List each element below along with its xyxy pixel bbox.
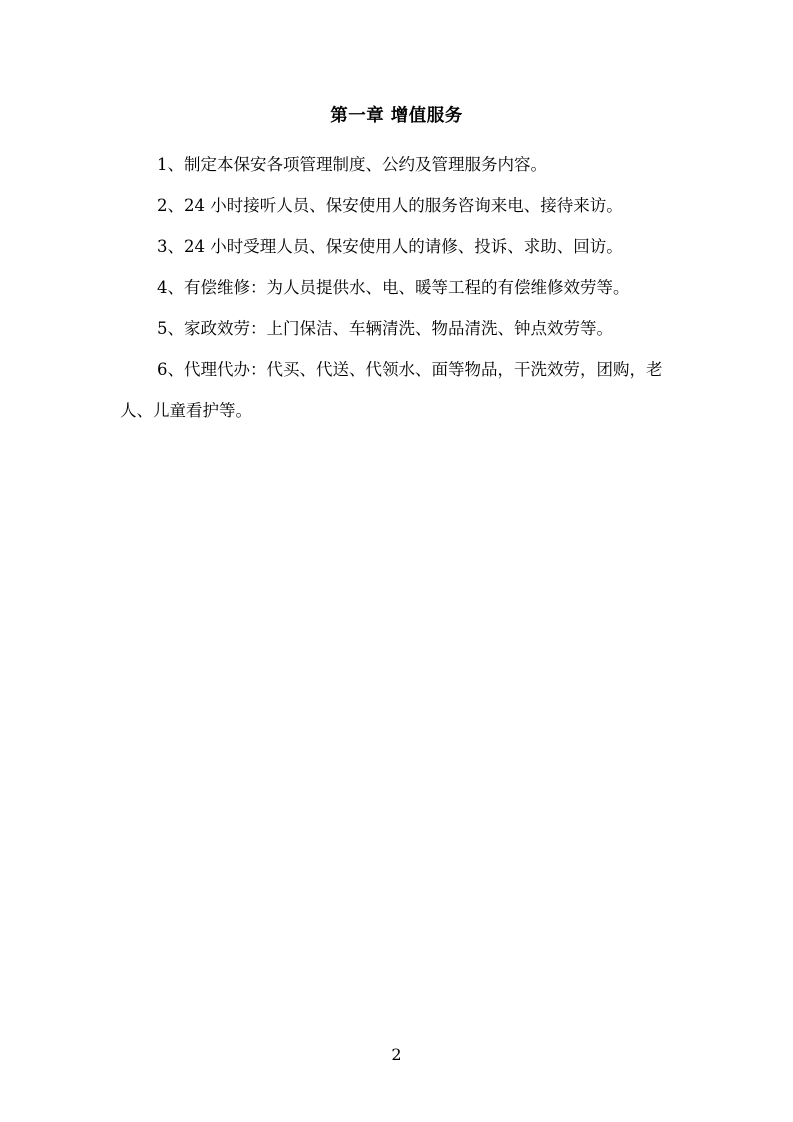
- page-number: 2: [391, 1045, 402, 1064]
- service-item-2: 2、24 小时接听人员、保安使用人的服务咨询来电、接待来访。: [157, 196, 623, 215]
- service-list: [120, 144, 680, 431]
- service-item-1: 1、制定本保安各项管理制度、公约及管理服务内容。: [157, 155, 547, 174]
- service-item-3: 3、24 小时受理人员、保安使用人的请修、投诉、求助、回访。: [157, 237, 623, 256]
- service-item-4: 4、有偿维修：为人员提供水、电、暖等工程的有偿维修效劳等。: [157, 278, 630, 297]
- service-item-5: 5、家政效劳：上门保洁、车辆清洗、物品清洗、钟点效劳等。: [157, 319, 613, 338]
- service-item-6: 6、代理代办：代买、代送、代领水、面等物品，干洗效劳，团购，老人、儿童看护等。: [120, 360, 663, 420]
- chapter-title: 第一章 增值服务: [330, 106, 463, 126]
